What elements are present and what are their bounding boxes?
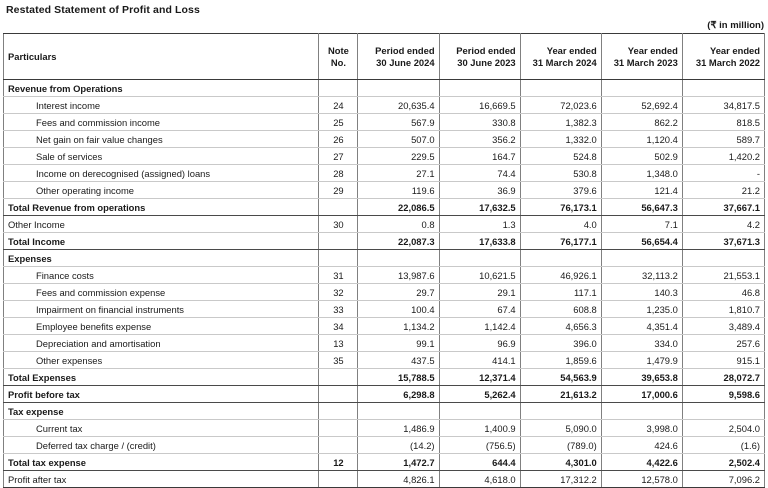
row-value [601, 250, 682, 267]
column-header-particulars: Particulars [4, 34, 319, 80]
row-label: Income on derecognised (assigned) loans [4, 165, 319, 182]
row-value: 46,926.1 [520, 267, 601, 284]
column-header-year-ended-31-march-2023 [601, 34, 682, 80]
row-value: 4,351.4 [601, 318, 682, 335]
row-value: 56,654.4 [601, 233, 682, 250]
table-row [4, 148, 765, 165]
row-value: 4,656.3 [520, 318, 601, 335]
row-value: - [682, 165, 764, 182]
row-value: (789.0) [520, 437, 601, 454]
row-value: 29.7 [358, 284, 439, 301]
row-value: 72,023.6 [520, 97, 601, 114]
row-value: 644.4 [439, 454, 520, 471]
row-value: 28,072.7 [682, 369, 764, 386]
row-value: 1,472.7 [358, 454, 439, 471]
row-value: 396.0 [520, 335, 601, 352]
row-value: 379.6 [520, 182, 601, 199]
row-value [682, 80, 764, 97]
row-value: 6,298.8 [358, 386, 439, 403]
row-note-number: 34 [319, 318, 358, 335]
row-value: 1,332.0 [520, 131, 601, 148]
table-body [4, 80, 765, 488]
row-value: 37,671.3 [682, 233, 764, 250]
row-note-number [319, 471, 358, 488]
row-label: Total tax expense [4, 454, 319, 471]
row-value: 257.6 [682, 335, 764, 352]
row-note-number [319, 386, 358, 403]
row-label: Total Revenue from operations [4, 199, 319, 216]
row-value: 7,096.2 [682, 471, 764, 488]
row-value: 1,120.4 [601, 131, 682, 148]
row-note-number [319, 420, 358, 437]
row-value: 36.9 [439, 182, 520, 199]
row-value: 67.4 [439, 301, 520, 318]
row-value: 356.2 [439, 131, 520, 148]
table-row [4, 267, 765, 284]
table-row [4, 233, 765, 250]
row-value: 502.9 [601, 148, 682, 165]
row-value: 37,667.1 [682, 199, 764, 216]
row-value: 9,598.6 [682, 386, 764, 403]
row-value: 1,810.7 [682, 301, 764, 318]
table-row [4, 131, 765, 148]
row-value: 5,090.0 [520, 420, 601, 437]
row-label: Deferred tax charge / (credit) [4, 437, 319, 454]
page-title: Restated Statement of Profit and Loss [6, 4, 200, 16]
row-label: Fees and commission income [4, 114, 319, 131]
row-value: 0.8 [358, 216, 439, 233]
row-note-number [319, 250, 358, 267]
row-value: 3,489.4 [682, 318, 764, 335]
row-value: 12,371.4 [439, 369, 520, 386]
row-note-number [319, 80, 358, 97]
table-row [4, 420, 765, 437]
row-value: 20,635.4 [358, 97, 439, 114]
row-value [439, 80, 520, 97]
column-header-period-ended-30-june-2024 [358, 34, 439, 80]
column-header-year-ended-31-march-2022 [682, 34, 764, 80]
row-note-number: 13 [319, 335, 358, 352]
currency-unit-note: (₹ in million) [707, 20, 764, 31]
table-row [4, 386, 765, 403]
row-note-number: 30 [319, 216, 358, 233]
table-row [4, 284, 765, 301]
col-header-line1: Year ended [709, 44, 760, 56]
col-header-line1: Year ended [627, 44, 678, 56]
row-value: 4,618.0 [439, 471, 520, 488]
row-note-number: 12 [319, 454, 358, 471]
row-value: 4,826.1 [358, 471, 439, 488]
row-value: 1,420.2 [682, 148, 764, 165]
row-value: 121.4 [601, 182, 682, 199]
row-value: 915.1 [682, 352, 764, 369]
table-row [4, 301, 765, 318]
row-label: Employee benefits expense [4, 318, 319, 335]
row-value: 7.1 [601, 216, 682, 233]
row-value: 4,301.0 [520, 454, 601, 471]
row-value: 54,563.9 [520, 369, 601, 386]
row-value [358, 80, 439, 97]
row-value: 76,173.1 [520, 199, 601, 216]
row-value [439, 250, 520, 267]
row-value [682, 250, 764, 267]
row-value: 74.4 [439, 165, 520, 182]
row-label: Current tax [4, 420, 319, 437]
column-header-period-ended-30-june-2023 [439, 34, 520, 80]
row-label: Fees and commission expense [4, 284, 319, 301]
table-row [4, 114, 765, 131]
row-value: 32,113.2 [601, 267, 682, 284]
row-note-number: 29 [319, 182, 358, 199]
row-value: 17,633.8 [439, 233, 520, 250]
col-header-line2: 30 June 2024 [376, 56, 435, 68]
row-value: 1,859.6 [520, 352, 601, 369]
table-row [4, 182, 765, 199]
row-value: 2,504.0 [682, 420, 764, 437]
row-value: 15,788.5 [358, 369, 439, 386]
row-value: 1,134.2 [358, 318, 439, 335]
row-value: 16,669.5 [439, 97, 520, 114]
row-note-number: 32 [319, 284, 358, 301]
row-value: 818.5 [682, 114, 764, 131]
row-value: 34,817.5 [682, 97, 764, 114]
column-header-note-no [319, 34, 358, 80]
col-header-line1: Year ended [546, 44, 597, 56]
row-value: 507.0 [358, 131, 439, 148]
table-row [4, 216, 765, 233]
row-note-number: 25 [319, 114, 358, 131]
row-label: Expenses [4, 250, 319, 267]
row-value: (14.2) [358, 437, 439, 454]
row-value: 1,486.9 [358, 420, 439, 437]
row-note-number [319, 403, 358, 420]
row-value: 1,479.9 [601, 352, 682, 369]
table-row [4, 437, 765, 454]
row-value: 437.5 [358, 352, 439, 369]
col-header-line2: 30 June 2023 [457, 56, 516, 68]
col-header-line2: 31 March 2024 [532, 56, 597, 68]
table-row [4, 335, 765, 352]
table-row [4, 97, 765, 114]
note-header-line1: Note [328, 44, 349, 56]
row-value: 524.8 [520, 148, 601, 165]
header-row [4, 34, 765, 80]
row-label: Total Income [4, 233, 319, 250]
row-value: 229.5 [358, 148, 439, 165]
row-value: 17,000.6 [601, 386, 682, 403]
table-row [4, 199, 765, 216]
table-header [4, 34, 765, 80]
row-value: 27.1 [358, 165, 439, 182]
row-value: 3,998.0 [601, 420, 682, 437]
row-label: Profit before tax [4, 386, 319, 403]
row-value: 414.1 [439, 352, 520, 369]
row-label: Total Expenses [4, 369, 319, 386]
row-note-number: 31 [319, 267, 358, 284]
row-value: 21,613.2 [520, 386, 601, 403]
table-row [4, 471, 765, 488]
row-label: Tax expense [4, 403, 319, 420]
row-value: 1.3 [439, 216, 520, 233]
row-value: 39,653.8 [601, 369, 682, 386]
row-note-number [319, 199, 358, 216]
profit-and-loss-table [3, 33, 765, 488]
row-label: Interest income [4, 97, 319, 114]
row-value: 530.8 [520, 165, 601, 182]
row-value: 76,177.1 [520, 233, 601, 250]
row-value: 2,502.4 [682, 454, 764, 471]
row-value: 21,553.1 [682, 267, 764, 284]
row-note-number [319, 437, 358, 454]
row-value [682, 403, 764, 420]
row-label: Net gain on fair value changes [4, 131, 319, 148]
row-value [601, 403, 682, 420]
column-header-year-ended-31-march-2024 [520, 34, 601, 80]
row-value: 22,086.5 [358, 199, 439, 216]
row-value: 96.9 [439, 335, 520, 352]
row-value: 1,400.9 [439, 420, 520, 437]
row-value: 17,632.5 [439, 199, 520, 216]
table-row [4, 165, 765, 182]
row-note-number [319, 233, 358, 250]
row-value: 334.0 [601, 335, 682, 352]
row-value: 589.7 [682, 131, 764, 148]
row-note-number: 33 [319, 301, 358, 318]
row-value: 608.8 [520, 301, 601, 318]
row-value: 5,262.4 [439, 386, 520, 403]
row-note-number: 26 [319, 131, 358, 148]
row-value: 330.8 [439, 114, 520, 131]
row-value: 21.2 [682, 182, 764, 199]
row-value: 100.4 [358, 301, 439, 318]
row-value: 10,621.5 [439, 267, 520, 284]
row-value: 567.9 [358, 114, 439, 131]
row-label: Finance costs [4, 267, 319, 284]
row-value: 119.6 [358, 182, 439, 199]
row-value [358, 403, 439, 420]
row-value [520, 403, 601, 420]
row-value: 140.3 [601, 284, 682, 301]
table-row [4, 403, 765, 420]
row-label: Sale of services [4, 148, 319, 165]
row-label: Depreciation and amortisation [4, 335, 319, 352]
table-row [4, 318, 765, 335]
col-header-line1: Period ended [375, 44, 435, 56]
col-header-line2: 31 March 2022 [695, 56, 760, 68]
row-value [439, 403, 520, 420]
row-label: Revenue from Operations [4, 80, 319, 97]
row-value: 12,578.0 [601, 471, 682, 488]
row-note-number: 28 [319, 165, 358, 182]
col-header-line2: 31 March 2023 [613, 56, 678, 68]
row-label: Impairment on financial instruments [4, 301, 319, 318]
row-value [358, 250, 439, 267]
table-row [4, 250, 765, 267]
row-label: Profit after tax [4, 471, 319, 488]
row-value: 52,692.4 [601, 97, 682, 114]
row-value: 1,348.0 [601, 165, 682, 182]
row-value: (756.5) [439, 437, 520, 454]
row-label: Other expenses [4, 352, 319, 369]
row-value [520, 80, 601, 97]
row-note-number: 24 [319, 97, 358, 114]
row-value: 46.8 [682, 284, 764, 301]
table-row [4, 454, 765, 471]
row-value: 13,987.6 [358, 267, 439, 284]
row-label: Other operating income [4, 182, 319, 199]
row-value [601, 80, 682, 97]
note-header-line2: No. [330, 56, 346, 68]
row-value: 1,235.0 [601, 301, 682, 318]
row-value: 22,087.3 [358, 233, 439, 250]
col-header-line1: Period ended [456, 44, 516, 56]
row-value: 4.2 [682, 216, 764, 233]
row-value: 17,312.2 [520, 471, 601, 488]
row-value: 4,422.6 [601, 454, 682, 471]
row-value: 862.2 [601, 114, 682, 131]
row-value: 164.7 [439, 148, 520, 165]
row-note-number [319, 369, 358, 386]
row-value: 4.0 [520, 216, 601, 233]
row-value [520, 250, 601, 267]
table-row [4, 369, 765, 386]
row-note-number: 35 [319, 352, 358, 369]
row-value: 29.1 [439, 284, 520, 301]
row-value: (1.6) [682, 437, 764, 454]
row-value: 99.1 [358, 335, 439, 352]
row-note-number: 27 [319, 148, 358, 165]
row-value: 117.1 [520, 284, 601, 301]
table-row [4, 80, 765, 97]
row-value: 1,142.4 [439, 318, 520, 335]
table-row [4, 352, 765, 369]
row-value: 424.6 [601, 437, 682, 454]
row-value: 1,382.3 [520, 114, 601, 131]
row-label: Other Income [4, 216, 319, 233]
row-value: 56,647.3 [601, 199, 682, 216]
